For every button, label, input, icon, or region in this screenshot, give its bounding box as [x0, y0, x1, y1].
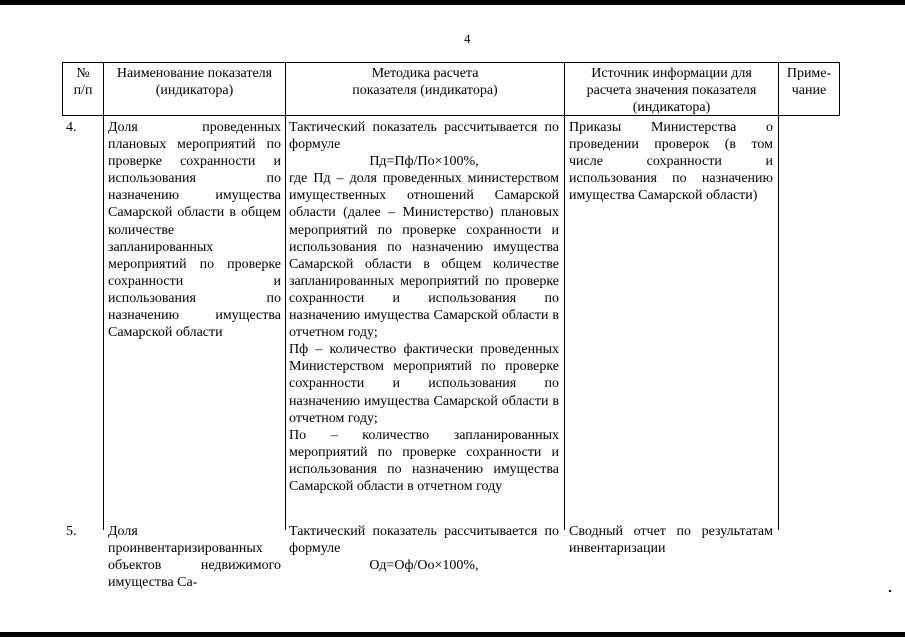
top-border — [0, 0, 905, 5]
row-4-num: 4. — [66, 120, 77, 135]
col-line-4 — [778, 62, 779, 530]
row-4-name: Доля проведенных плановых мероприятий по проверке сохранности и использования по назначению имущества Самарской области в общем количестве запланированных мероприятий по проверке сохранности и использования по назначению имущества Самарской области — [108, 120, 281, 341]
table-top-line — [62, 62, 840, 63]
row-5-num: 5. — [66, 524, 77, 539]
method-text: Тактический показатель рассчитывается по формуле — [289, 524, 559, 557]
row-4-source: Приказы Министерства о проведении проверок (в том числе сохранности и использования по назначению имущества Самарской области) — [569, 120, 773, 204]
header-name: Наименование показателя (индикатора) — [116, 66, 273, 98]
header-note: Приме- чание — [786, 66, 832, 98]
row-5-name: Доля проинвентаризированных объектов недвижимого имущества Са- — [108, 524, 281, 591]
header-method: Методика расчета показателя (индикатора) — [352, 66, 498, 98]
bottom-border — [0, 632, 905, 637]
method-text: где Пд – доля проведенных министерством имущественных отношений Самарской области (далее – Министерство) плановых мероприятий по проверке сохранности и использования по назначению имущества Самарской области в общем количестве запланированных мероприятий по проверке сохранности и использования по назначению имущества Самарской области в отчетном году; — [289, 171, 559, 341]
method-text: Пф – количество фактически проведенных Министерством мероприятий по проверке сохранности и использования по назначению имущества Самарской области в отчетном году; — [289, 342, 559, 426]
row-5-source: Сводный отчет по результатам инвентаризации — [569, 524, 773, 557]
formula: Од=Оф/Оо×100%, — [369, 558, 479, 574]
scan-speck — [889, 590, 891, 592]
page-number: 4 — [464, 31, 471, 46]
col-line-1 — [103, 62, 104, 530]
row-5-method — [289, 523, 559, 574]
header-source: Источник информации для расчета значения показателя (индикатора) — [586, 66, 757, 115]
formula: Пд=Пф/По×100%, — [369, 154, 479, 170]
col-line-5 — [839, 62, 840, 116]
col-line-2 — [285, 62, 286, 530]
method-text: Тактический показатель рассчитывается по формуле — [289, 120, 559, 153]
col-line-3 — [564, 62, 565, 530]
row-4-method — [289, 119, 559, 495]
header-num: № п/п — [73, 66, 93, 98]
method-text: По – количество запланированных мероприятий по проверке сохранности и использования по назначению имущества Самарской области в отчетном году — [289, 427, 559, 494]
